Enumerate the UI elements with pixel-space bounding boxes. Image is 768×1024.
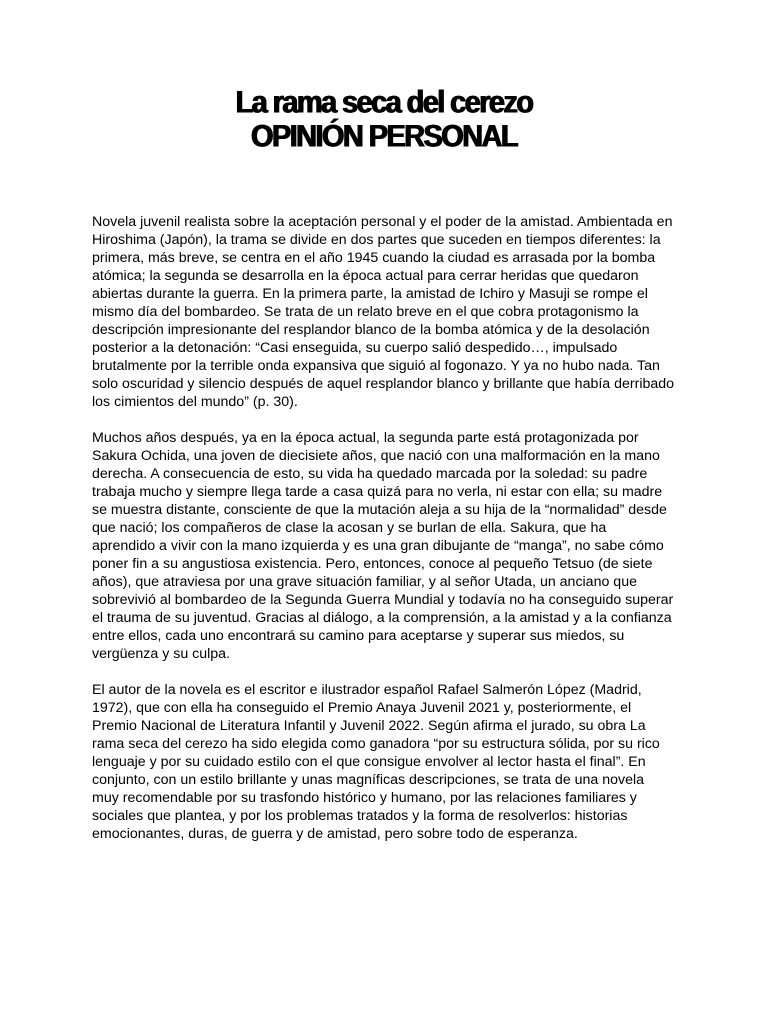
title-block [0, 86, 768, 154]
document-title: La rama seca del cerezo [235, 85, 533, 121]
paragraph-3: El autor de la novela es el escritor e ilustrador español Rafael Salmerón López (Madrid, 1972), que con ella ha conseguido el Premio Anaya Juvenil 2021 y, posteriormente, el Premio Nacional de Literatura Infantil y Juvenil 2022. Según afirma el jurado, su obra La rama seca del cerezo ha sido elegida como ganadora “por su estructura sólida, por su rico lenguaje y por su cuidado estilo con el que consigue envolver al lector hasta el final”. En conjunto, con un estilo brillante y unas magníficas descripciones, se trata de una novela muy recomendable por su trasfondo histórico y humano, por las relaciones familiares y sociales que plantea, y por los problemas tratados y la forma de resolverlos: historias emocionantes, duras, de guerra y de amistad, pero sobre todo de esperanza. [92, 682, 660, 842]
document-subtitle: OPINIÓN PERSONAL [250, 119, 518, 155]
body-text [92, 213, 686, 861]
paragraph-1: Novela juvenil realista sobre la aceptación personal y el poder de la amistad. Ambientada en Hiroshima (Japón), la trama se divide en dos partes que suceden en tiempos diferentes: la primera, más breve, se centra en el año 1945 cuando la ciudad es arrasada por la bomba atómica; la segunda se desarrolla en la época actual para cerrar heridas que quedaron abiertas durante la guerra. En la primera parte, la amistad de Ichiro y Masuji se rompe el mismo día del bombardeo. Se trata de un relato breve en el que cobra protagonismo la descripción impresionante del resplandor blanco de la bomba atómica y de la desolación posterior a la detonación: “Casi enseguida, su cuerpo salió despedido…, impulsado brutalmente por la terrible onda expansiva que siguió al fogonazo. Y ya no hubo nada. Tan solo oscuridad y silencio después de aquel resplandor blanco y brillante que había derribado los cimientos del mundo” (p. 30). [92, 214, 675, 410]
paragraph-2: Muchos años después, ya en la época actual, la segunda parte está protagonizada por Sakura Ochida, una joven de diecisiete años, que nació con una malformación en la mano derecha. A consecuencia de esto, su vida ha quedado marcada por la soledad: su padre trabaja mucho y siempre llega tarde a casa quizá para no verla, ni estar con ella; su madre se muestra distante, consciente de que la mutación aleja a su hija de la “normalidad” desde que nació; los compañeros de clase la acosan y se burlan de ella. Sakura, que ha aprendido a vivir con la mano izquierda y es una gran dibujante de “manga”, no sabe cómo poner fin a su angustiosa existencia. Pero, entonces, conoce al pequeño Tetsuo (de siete años), que atraviesa por una grave situación familiar, y al señor Utada, un anciano que sobrevivió al bombardeo de la Segunda Guerra Mundial y todavía no ha conseguido superar el trauma de su juventud. Gracias al diálogo, a la comprensión, a la amistad y a la confianza entre ellos, cada uno encontrará su camino para aceptarse y superar sus miedos, su vergüenza y su culpa. [92, 430, 674, 662]
